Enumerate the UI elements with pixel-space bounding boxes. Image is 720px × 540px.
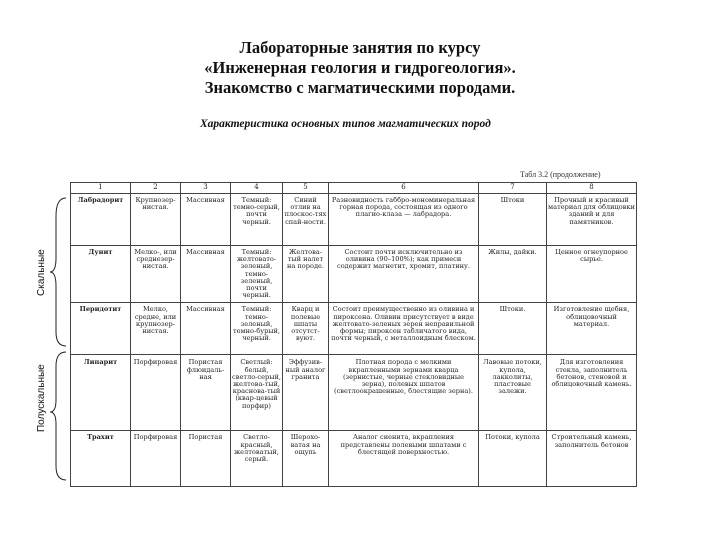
table-row — [71, 246, 637, 303]
side-label-rocky: Скальные — [36, 249, 47, 296]
table-cell: Штоки — [479, 194, 547, 246]
brace-rocky — [50, 198, 66, 346]
table-cell: Разновидность габбро-мономинеральная горная порода, состоящая из одного плагио-клаза — лабрадора. — [329, 194, 479, 246]
table-cell: Состоит преимущественно из оливина и пироксена. Оливин присутствует в виде желтовато-зеленых зерен неправильной формы; пироксен табличатого вида, почти черный, с металлоидным блеском. — [329, 303, 479, 355]
rock-name: Дунит — [71, 246, 131, 303]
column-number: 5 — [283, 183, 329, 194]
table-cell: Плотная порода с мелкими вкрапленными зернами кварца (зернистые, черные стекловидные зерна), полевых шпатов (светлоокрашенные, блестящие зерна). — [329, 355, 479, 431]
rock-characteristics-table — [70, 182, 637, 487]
title-line-2: «Инженерная геология и гидрогеология». — [204, 58, 516, 77]
table-cell: Эффузив-ный аналог гранита — [283, 355, 329, 431]
table-cell: Аналог сиенита, вкрапления представлены полевыми шпатами с блестящей поверхностью. — [329, 431, 479, 487]
table-cell: Темный: желтовато-зеленый, темно-зеленый, почти черный. — [231, 246, 283, 303]
column-number: 3 — [181, 183, 231, 194]
table-row — [71, 355, 637, 431]
title-line-3: Знакомство с магматическими породами. — [204, 78, 516, 97]
column-number: 1 — [71, 183, 131, 194]
column-number: 6 — [329, 183, 479, 194]
table-cell: Строительный камень, заполнитель бетонов — [547, 431, 637, 487]
table-cell: Пористая — [181, 431, 231, 487]
column-number: 2 — [131, 183, 181, 194]
table-cell: Массивная — [181, 194, 231, 246]
table-cell: Темный: темно-серый, почти черный. — [231, 194, 283, 246]
column-number: 8 — [547, 183, 637, 194]
side-label-semi-rocky: Полускальные — [36, 364, 47, 432]
table-cell: Мелко-, или среднезер-нистая. — [131, 246, 181, 303]
table-cell: Желтова-тый налет на породе. — [283, 246, 329, 303]
brace-semi-rocky — [50, 352, 66, 480]
rock-name: Липарит — [71, 355, 131, 431]
table-cell: Лавовые потоки, купола, лакколиты, пластовые залежи. — [479, 355, 547, 431]
column-number-row — [71, 183, 637, 194]
table-cell: Ценное огнеупорное сырье. — [547, 246, 637, 303]
table-cell: Пористая флюидаль-ная — [181, 355, 231, 431]
table-row — [71, 303, 637, 355]
table-row — [71, 431, 637, 487]
page-title — [0, 38, 720, 98]
rock-name: Перидотит — [71, 303, 131, 355]
table-cell: Светлый: белый, светло-серый, желтова-тый, краснова-тый (квар-цевый порфир) — [231, 355, 283, 431]
table-cell: Кварц и полевые шпаты отсутст-вуют. — [283, 303, 329, 355]
table-cell: Потоки, купола — [479, 431, 547, 487]
rock-name: Лабрадорит — [71, 194, 131, 246]
table-cell: Изготовление щебня, облицовочный материал. — [547, 303, 637, 355]
table-cell: Порфировая — [131, 431, 181, 487]
table-cell: Для изготовления стекла, заполнитель бетонов, стеновой и облицовочный камень. — [547, 355, 637, 431]
table-row — [71, 194, 637, 246]
table-cell: Массивная — [181, 246, 231, 303]
table-cell: Шерохо-ватая на ощупь — [283, 431, 329, 487]
group-braces — [48, 196, 70, 486]
table-cell: Прочный и красивый материал для облицовки зданий и для памятников. — [547, 194, 637, 246]
column-number: 7 — [479, 183, 547, 194]
title-line-1: Лабораторные занятия по курсу — [239, 38, 481, 57]
column-number: 4 — [231, 183, 283, 194]
table-cell: Массивная — [181, 303, 231, 355]
table-cell: Синий отлив на плоскос-тях спай-ности. — [283, 194, 329, 246]
rock-name: Трахит — [71, 431, 131, 487]
table-cell: Светло-красный, желтоватый, серый. — [231, 431, 283, 487]
table-cell: Мелко, средне, или крупнозер-нистая. — [131, 303, 181, 355]
table-number-note: Табл 3.2 (продолжение) — [520, 170, 601, 179]
table-cell: Штоки. — [479, 303, 547, 355]
table-cell: Состоит почти исключительно из оливина (90–100%); как примеси содержит магнетит, хромит, платину. — [329, 246, 479, 303]
table-caption: Характеристика основных типов магматических пород — [200, 118, 491, 130]
table-cell: Темный: темно-зеленый, темно-бурый, черный. — [231, 303, 283, 355]
table-cell: Жилы, дайки. — [479, 246, 547, 303]
table-cell: Крупнозер-нистая. — [131, 194, 181, 246]
table-cell: Порфировая — [131, 355, 181, 431]
